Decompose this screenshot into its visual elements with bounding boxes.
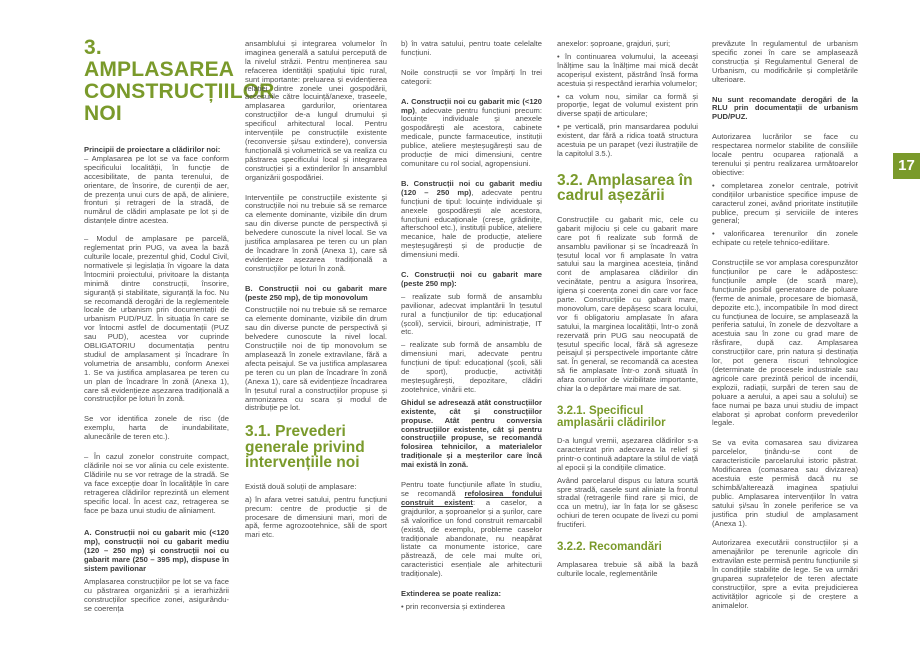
paragraph: b) în vatra satului, pentru toate celelalte funcțiuni.	[401, 39, 542, 57]
paragraph: – În cazul zonelor construite compact, clădirile noi se vor alinia cu cele existente. Clădirile nu se vor retrage de la stradă. Se va face excepție doar în localitățile în care retragerea clădirilor reprezintă un element specific local. În acest caz, retragerea se face pe baza unui studiu de aliniament.	[84, 452, 229, 515]
list-item: • completarea zonelor centrale, potrivit condițiilor urbanistice specifice impuse de caracterul zonei, având prioritate instituțiile publice, precum și serviciile de interes general;	[712, 180, 858, 226]
list-item: • pe verticală, prin mansardarea podului existent, dar fără a ridica toată structura acestuia pe un parapet (vezi ilustrațiile de la capitolul 3.5.).	[557, 122, 698, 158]
paragraph: a) în afara vetrei satului, pentru funcțiuni precum: centre de producție și de procesare de dimensiuni mari, mori de apă, ferme agrozootehnice, săli de sport mari etc.	[245, 494, 387, 540]
list-item: anexelor: șoproane, grajduri, șuri;	[557, 39, 671, 48]
paragraph: Construcțiile se vor amplasa corespunzător funcțiunilor pe care le adăpostesc: funcțiunile ample (de scară mare), funcțiunile posibil generatoare de poluare (ferme de animale, procesare de biomasă, depozite etc.), incompatibile în mod direct cu funcțiunea de locuire, se amplasează la periferia satului, în zonele de dezvoltare a acestuia sau în zone cu grad mare de răsfirare, după caz. Amplasarea construcțiilor care, prin natura și destinația lor, pot genera riscuri tehnologice (determinate de procesele industriale sau agricole care prezintă pericol de incendii, explozii, radiații, surpări de teren sau de poluare a aerului, a apei sau a solului) se face numai pe baza unui studiu de impact elaborat și aprobat conform prevederilor legale.	[712, 258, 858, 428]
paragraph: Amplasarea trebuie să aibă la bază culturile locale, reglementările	[557, 560, 698, 578]
reuse-paragraph: Pentru toate funcțiunile aflate în studiu, se recomandă refolosirea fondului construit existent: a caselor, a grajdurilor, a șoproanelor și a șurilor, care să valorifice un fond construit remarcabil (există, de exemplu, probleme caselor tradiționale abandonate, nu neapărat listate ca monumente istorice, care păstrează, de cele mai multe ori, caracteristici esențiale ale arhitecturii tradiționale).	[401, 480, 543, 579]
extension-title: Extinderea se poate realiza:	[401, 589, 502, 599]
column-1	[84, 36, 275, 618]
section-heading-3-2-2: 3.2.2. Recomandări	[557, 541, 662, 554]
paragraph: Amplasarea construcțiilor pe lot se va face cu păstrarea organizării și a ierarhizării construcțiilor specifice zonei, asigurându-se coerența	[84, 576, 229, 613]
bold-note: Ghidul se adresează atât construcțiilor existente, cât și construcțiilor propuse. Atât pentru conversia construcțiilor existente, cât și pentru construcțiile propuse, se recomandă folosirea tehnicilor, a materialelor tradiționale și a meșterilor care încă mai există în zonă.	[401, 397, 542, 470]
category-b: B. Construcții noi cu gabarit mediu (120 – 250 mp), adecvate pentru funcțiuni de tipul: locuințe individuale și anexele gospodărești ale acestora, funcțiuni educaționale (creșe, grădinițe, afterschool etc.), instituții publice, ateliere mecanice, hale de producție, ateliere meșteșugărești și de producție de dimensiuni medii.	[401, 178, 542, 260]
section-heading-3-2-1: 3.2.1. Specificul amplasării clădirilor	[557, 405, 666, 429]
paragraph: Autorizarea lucrărilor se face cu respectarea normelor stabilite de consiliile locale pentru ocuparea rațională a terenului și pentru realizarea următoarelor obiective:	[712, 132, 858, 177]
subsection-title: A. Construcții noi cu gabarit mic (<120 mp), construcții noi cu gabarit mediu (120 – 250 mp) și construcții noi cu gabarit mare (250 – 395 mp), dispuse în sistem pavilionar	[84, 528, 229, 574]
principles-paragraph: Principii de proiectare a clădirilor noi: – Amplasarea pe lot se va face conform specificului localității, în funcție de accesibilitate, de panta terenului, de orientare, de însorire, de curenții de aer, de prezența unui curs de apă, de aliniere, fronturi și retrageri de la stradă, de numărul de clădiri amplasate pe lot și de distanțele dintre acestea.	[84, 145, 229, 226]
paragraph: – Modul de amplasare pe parcelă, reglementat prin PUG, va avea la bază culturile locale, prezentul ghid, Codul Civil, normativele și legislația în vigoare la data întocmirii proiectului, privitoare la distanța minimă dintre construcții, însorire, siguranță și stabilitate, siguranță la foc. Nu se recomandă derogări de la reglementele locale de urbanism prin documentații de urbanism PUD/PUZ. În situația în care se vor întocmi astfel de documentații (PUZ sau PUD), acestea vor cuprinde OBLIGATORIU documentația pentru studiul de amplasament și încadrare în volumetria de ansamblu, conform Anexei 1. Se va justifica amplasarea pe teren cu un plan de încadrare în zonă (Anexa 1), care să evidențieze așezarea tradițională a construcțiilor pe loturi în zonă.	[84, 234, 229, 404]
list-item: • în continuarea volumului, la aceeași înălțime sau la înălțime mai mică decât acoperișul existent, păstrând însă forma acestuia și respectând ierarhia volumelor;	[557, 51, 698, 88]
paragraph: prevăzute în regulamentul de urbanism specific zonei în care se amplasează construcția și Regulamentul General de Urbanism, cu modificările și completările ulterioare.	[712, 39, 858, 84]
list-item: • prin reconversia și extinderea	[401, 601, 505, 611]
column-3	[401, 40, 542, 616]
principles-title: Principii de proiectare a clădirilor noi	[84, 145, 218, 154]
paragraph: Intervențiile pe construcțiile existente și construcțiile noi nu trebuie să se remarce ca elemente dominante, vizibile din drum sau din diverse puncte de perspectivă și belvedere cunoscute la nivel local. Se va justifica amplasarea pe teren cu un plan de încadrare în zonă (Anexa 1), care să evidențieze așezarea tradițională a construcțiilor pe loturi în zonă.	[245, 192, 387, 273]
paragraph: ansamblului și integrarea volumelor în imaginea generală a satului percepută de la nivelul străzii. Pentru menținerea sau refacerea identității spațiului tipic rural, sunt importante: preluarea și evidențierea relației dintre zonele unei gospodării, accesurile către locuință/anexe, traseele, amplasarea gardurilor, orientarea construcțiilor de-a lungul drumului și specificul arhitectural local. Pentru intervențiile pe construcțiile existente (reconversie și/sau extindere), conversia funcțională și volumetrică se va realiza cu păstrarea specificului local și integrarea construcției și a extinderilor în ansamblul organizării gospodăriei.	[245, 39, 387, 182]
list-item: • valorificarea terenurilor din zonele echipate cu rețele tehnico-edilitare.	[712, 229, 858, 248]
bold-paragraph: Nu sunt recomandate derogări de la RLU prin documentații de urbanism PUD/PUZ.	[712, 94, 858, 122]
column-4	[557, 40, 698, 583]
paragraph: Există două soluții de amplasare:	[245, 481, 357, 491]
paragraph: D-a lungul vremii, așezarea clădirilor s-a caracterizat prin adecvarea la relief și printr-o continuă adaptare la stilul de viață al epocii și la condițiile climatice.	[557, 436, 698, 472]
text: – Amplasarea pe lot se va face conform specificului localității, în funcție de accesibilitate, de panta terenului, de orientare, de însorire, de curenții de aer, de prezența unui curs de apă, de aliniere, fronturi și retrageri de la stradă, de numărul de clădiri amplasate pe lot și de distanțele dintre acestea.	[84, 153, 229, 226]
section-heading-3-2: 3.2. Amplasarea în cadrul așezării	[557, 171, 693, 205]
paragraph: Se vor identifica zonele de risc (de exemplu, harta de inundabilitate, alunecările de teren etc.).	[84, 414, 229, 442]
column-5	[712, 40, 858, 615]
paragraph: Noile construcții se vor împărți în trei categorii:	[401, 67, 542, 86]
list-item: • ca volum nou, similar ca formă și proporție, legat de volumul existent prin diverse spații de articulare;	[557, 91, 698, 119]
subsection-title: B. Construcții noi cu gabarit mare (peste 250 mp), de tip monovolum	[245, 283, 387, 302]
chapter-heading: 3. AMPLASAREA CONSTRUCȚIILOR NOI	[84, 36, 275, 125]
paragraph: Construcțiile noi nu trebuie să se remarce ca elemente dominante, vizibile din drum sau din diverse puncte de perspectivă și belvedere cunoscute la nivel local. Construcțiile noi de tip monovolum se amplasează în zonele extravilane, fără a afecta peisajul. Se va justifica amplasarea pe teren cu un plan de încadrare în zonă (Anexa 1), care să evidențieze încadrarea în țesutul rural a construcțiilor propuse și armonizarea cu scara și modul de distribuție pe lot.	[245, 305, 387, 413]
paragraph: Se va evita comasarea sau divizarea parcelelor, ținându-se cont de caracteristicile parcelarului istoric păstrat. Modificarea (comasarea sau divizarea) acestuia este permisă dacă nu se schimbă/alterează imaginea spațiului public. Amplasarea intervențiilor în vatra satului și/sau în zonele periferice se va justifica prin studiul de amplasament (Anexa 1).	[712, 438, 858, 528]
category-a: A. Construcții noi cu gabarit mic (<120 mp), adecvate pentru funcțiuni precum: locuințe individuale și anexele gospodărești ale acestora, cabinete medicale, puncte farmaceutice, instituții publice, ateliere meșteșugărești sau de producție de mici dimensiuni, centre comunitare cu rol social, agropensiuni.	[401, 96, 542, 168]
paragraph: Având parcelarul dispus cu latura scurtă spre stradă, casele sunt aliniate la frontul stradal (retragerile fiind rare și mici, de cca un metru), iar în fața lor se găsesc ochiuri de teren ocupate de livezi cu pomi fructiferi.	[557, 475, 698, 530]
paragraph: Autorizarea executării construcțiilor și a amenajărilor pe terenurile agricole din extravilan este permisă pentru funcțiunile și în condițiile stabilite de lege. Se va urmări gruparea suprafețelor de teren afectate construcțiilor, spre a evita prejudicierea activităților agricole și de creștere a animalelor.	[712, 538, 858, 610]
paragraph: Construcțiile cu gabarit mic, cele cu gabarit mijlociu și cele cu gabarit mare care pot fi realizate sub formă de ansamblu pavilionar și se încadrează în țesutul local vor fi amplasate în vatra satului sau la marginea acesteia, ținând cont de amplasarea clădirilor din vecinătate, pentru a asigura însorirea, igiena și coerența zonei din care vor face parte. Construcțiile cu gabarit mare, monovolum, care depășesc scara locului, vor fi obligatoriu amplasate în afara satului, la marginea localității, într-o zonă rezervată prin PUG sau neocupată de țesutul specific local, fără să agreseze peisajul și perspectivele importante către sat. În general, se recomandă ca acestea să fie amplasate într-o zonă situată în afara conurilor de vizibilitate importante, chiar la o depărtare mai mare de sat.	[557, 214, 698, 394]
paragraph: – realizate sub formă de ansamblu pavilionar, adecvat implantării în țesutul rural a funcțiunilor de tip: educațional (școli), servicii, birouri, administrație, IT etc.	[401, 291, 542, 337]
paragraph: – realizate sub formă de ansamblu de dimensiuni mari, adecvate pentru funcțiuni de tipul: educațional (școli, săli de sport), producție, activități meșteșugărești, depozitare, clădiri zootehnice, vinării etc.	[401, 340, 542, 394]
section-heading-3-1: 3.1. Prevederi generale privind intervențiile noi	[245, 423, 365, 472]
column-2	[245, 40, 387, 544]
category-c-title: C. Construcții noi cu gabarit mare (peste 250 mp):	[401, 270, 542, 288]
page-number-tab: 17	[893, 153, 920, 179]
